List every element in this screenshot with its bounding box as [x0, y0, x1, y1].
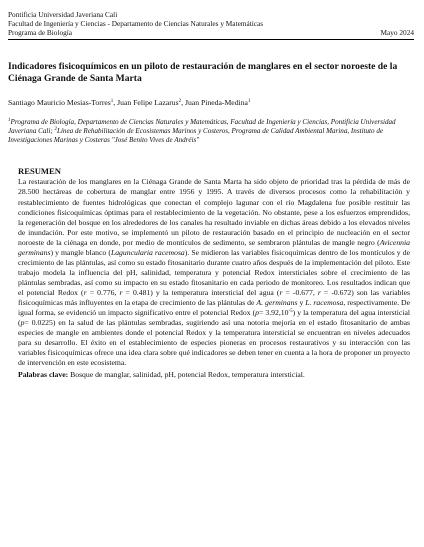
author-name: Santiago Mauricio Mesias-Torres	[8, 97, 111, 107]
affiliation-1: Programa de Biología, Departamento de Ciencias Naturales y Matemáticas, Facultad de Ingeniería y Ciencias, Pontificia Universidad Javeriana Cali;	[8, 117, 396, 135]
abstract-text: = -0.672) son las variables fisicoquímicas más influyentes en la etapa de crecimiento de las plántulas de	[18, 287, 411, 307]
stat-symbol: r	[119, 287, 123, 297]
stat-symbol: r	[83, 287, 87, 297]
stat-symbol: p	[20, 318, 25, 328]
abstract-text: = 0.481) y la temperatura intersticial del agua (	[122, 287, 280, 297]
program-name: Programa de Biología	[8, 28, 73, 38]
affiliation-2: Línea de Rehabilitación de Ecosistemas Marinos y Costeros, Programa de Calidad Ambiental Marina, Instituto de Investigaciones Marinas y Costeras "José Benito Vives de Andréis"	[8, 127, 384, 145]
keywords-label: Palabras clave:	[18, 370, 69, 380]
species-name: Avicennia germinans	[18, 237, 410, 257]
paper-title: Indicadores fisicoquímicos en un piloto de restauración de manglares en el sector noroeste de la Ciénaga Grande de Santa Marta	[8, 60, 398, 85]
stat-symbol: r	[317, 287, 321, 297]
abstract-text: ). Se midieron las variables fisicoquímicas dentro de los montículos y de crecimiento de las plántulas, así como su estado fitosanitario durante cuatro años después de la implementación del piloto. Este trabajo modela la influencia del pH, salinidad, temperatura y potencial Redox intersticiales sobre el crecimiento de las plántulas sembradas, así como su impacto en su estado fitosanitario en cada periodo de monitoreo. Los resultados indican que el potencial Redox (	[18, 247, 410, 297]
author-affiliation-mark: 2	[178, 98, 182, 104]
abstract-text: , respectivamente. De igual forma, se evidenció un impacto significativo entre el potencial Redox (	[18, 297, 411, 318]
abstract-text: y	[297, 297, 306, 307]
document-header	[8, 10, 414, 38]
affiliation-mark: 1	[8, 117, 11, 123]
species-name: L. racemosa	[305, 297, 344, 307]
abstract-text: = 0.0225) en la salud de las plántulas sembradas, sugiriendo así una notoria mejoría en el estado fitosanitario de ambas especies de mangle en ambientes donde el potencial Redox y la temperatura intersticial se encuentran en niveles adecuados para su desarrollo. El éxito en el establecimiento de especies pioneras en procesos restaurativos y su interacción con las variables fisicoquímicas ofrece una idea clara sobre qué indicadores se deben tener en cuenta a la hora de proponer un proyecto de intervención en este ecosistema.	[18, 318, 410, 368]
author-affiliation-mark: 1	[247, 98, 251, 104]
author-list: Santiago Mauricio Mesias-Torres$^1$, Juan Felipe Lazarus$^2$, Juan Pineda-Medina$^1$	[8, 97, 251, 107]
header-divider	[8, 39, 414, 40]
abstract-text: ) y la temperatura del agua intersticial (	[18, 308, 410, 328]
header-date: Mayo 2024	[380, 28, 414, 38]
keywords-text: Bosque de manglar, salinidad, pH, potencial Redox, temperatura intersticial.	[68, 370, 305, 380]
abstract-section	[18, 166, 410, 380]
abstract-text: = 0.776,	[86, 287, 120, 297]
affiliation-mark: 2	[54, 127, 58, 132]
stat-symbol: r	[279, 287, 283, 297]
stat-symbol: p	[255, 308, 259, 318]
abstract-text: La restauración de los manglares en la Ciénaga Grande de Santa Marta ha sido objeto de prioridad tras la pérdida de más de 28.500 hectáreas de cobertura de manglar entre 1956 y 1995. A través de diversos procesos como la rehabilitación y restablecimiento de fuentes hidrológicas que conectan el complejo lagunar con el río Magdalena fue posible restituir las condiciones fisicoquímicas óptimas para el restablecimiento de la vegetación. No obstante, pese a los esfuerzos emprendidos, la regeneración del bosque en los alrededores de los canales ha resultado inviable en dichas áreas debido a los elevados niveles de inundación. Por este motivo, se implementó un piloto de restauración basado en el principio de nucleación en el sector noroeste de la ciénaga en donde, por medio de montículos de sedimento, se sembraron plántulas de mangle negro (	[18, 177, 410, 247]
faculty-name: Facultad de Ingeniería y Ciencias - Departamento de Ciencias Naturales y Matemáticas	[8, 19, 264, 29]
abstract-text: = -0.677,	[282, 287, 318, 297]
abstract-text: ) y mangle blanco (	[50, 247, 111, 257]
abstract-text: = 3.92,10	[259, 308, 289, 318]
author-name: Juan Pineda-Medina	[184, 97, 248, 107]
abstract-heading: RESUMEN	[18, 166, 61, 177]
university-name: Pontificia Universidad Javeriana Cali	[8, 10, 118, 19]
abstract-body	[18, 177, 410, 368]
header-program-row	[8, 28, 414, 37]
exponent: -5	[288, 309, 293, 315]
affiliations	[8, 118, 414, 146]
species-name: A. germinans	[256, 297, 298, 307]
keywords	[18, 370, 410, 380]
author-name: Juan Felipe Lazarus	[117, 97, 179, 107]
species-name: Laguncularia racemosa	[110, 247, 185, 257]
author-affiliation-mark: 1	[110, 98, 114, 104]
